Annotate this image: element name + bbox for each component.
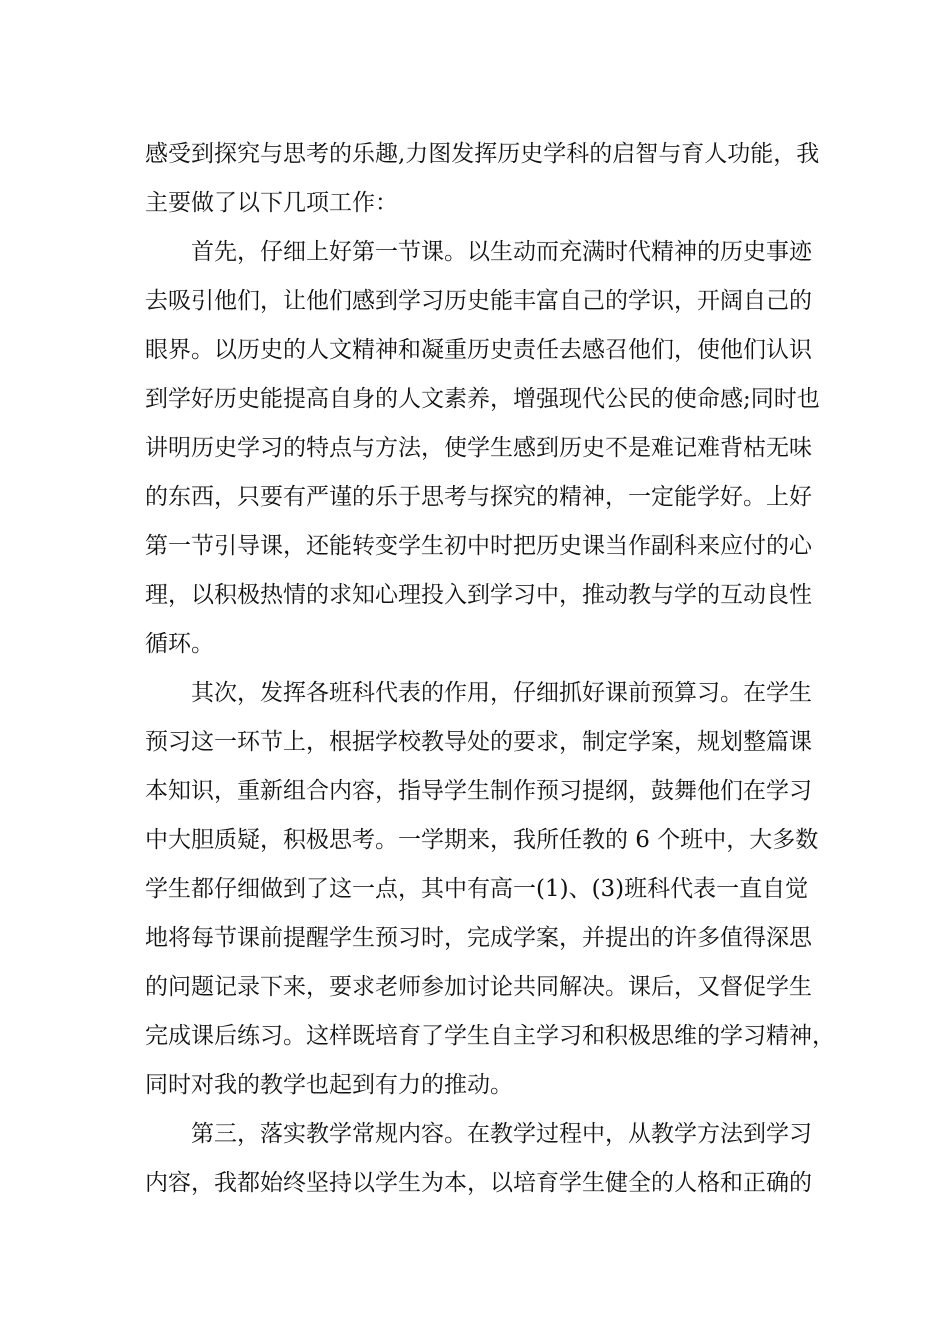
text-line: 第一节引导课，还能转变学生初中时把历史课当作副科来应付的心 bbox=[145, 533, 812, 559]
text-line: 主要做了以下几项工作： bbox=[145, 190, 398, 216]
text-line: 眼界。以历史的人文精神和凝重历史责任去感召他们，使他们认识 bbox=[145, 337, 812, 363]
text-line: 预习这一环节上，根据学校教导处的要求，制定学案，规划整篇课 bbox=[145, 729, 812, 755]
text-line: 循环。 bbox=[145, 631, 214, 657]
text-line: 感受到探究与思考的乐趣,力图发挥历史学科的启智与育人功能，我 bbox=[145, 141, 820, 167]
text-line: 学生都仔细做到了这一点，其中有高一(1)、(3)班科代表一直自觉 bbox=[145, 876, 809, 902]
paragraph-first-line: 第三，落实教学常规内容。在教学过程中，从教学方法到学习 bbox=[191, 1121, 812, 1147]
text-line: 同时对我的教学也起到有力的推动。 bbox=[145, 1072, 513, 1098]
text-line: 讲明历史学习的特点与方法，使学生感到历史不是难记难背枯无味 bbox=[145, 435, 812, 461]
paragraph-first-line: 其次，发挥各班科代表的作用，仔细抓好课前预算习。在学生 bbox=[191, 680, 812, 706]
text-line: 本知识，重新组合内容，指导学生制作预习提纲，鼓舞他们在学习 bbox=[145, 778, 812, 804]
paragraph-first-line: 首先，仔细上好第一节课。以生动而充满时代精神的历史事迹 bbox=[191, 239, 812, 265]
text-line: 中大胆质疑，积极思考。一学期来，我所任教的 6 个班中，大多数 bbox=[145, 827, 819, 853]
text-line: 的问题记录下来，要求老师参加讨论共同解决。课后，又督促学生 bbox=[145, 974, 812, 1000]
document-body bbox=[145, 130, 835, 1208]
text-line: 完成课后练习。这样既培育了学生自主学习和积极思维的学习精神， bbox=[145, 1023, 835, 1049]
text-line: 的东西，只要有严谨的乐于思考与探究的精神，一定能学好。上好 bbox=[145, 484, 812, 510]
text-line: 地将每节课前提醒学生预习时，完成学案，并提出的许多值得深思 bbox=[145, 925, 812, 951]
text-line: 内容，我都始终坚持以学生为本，以培育学生健全的人格和正确的 bbox=[145, 1170, 812, 1196]
text-line: 到学好历史能提高自身的人文素养，增强现代公民的使命感;同时也 bbox=[145, 386, 820, 412]
text-line: 去吸引他们，让他们感到学习历史能丰富自己的学识，开阔自己的 bbox=[145, 288, 812, 314]
text-line: 理，以积极热情的求知心理投入到学习中，推动教与学的互动良性 bbox=[145, 582, 812, 608]
